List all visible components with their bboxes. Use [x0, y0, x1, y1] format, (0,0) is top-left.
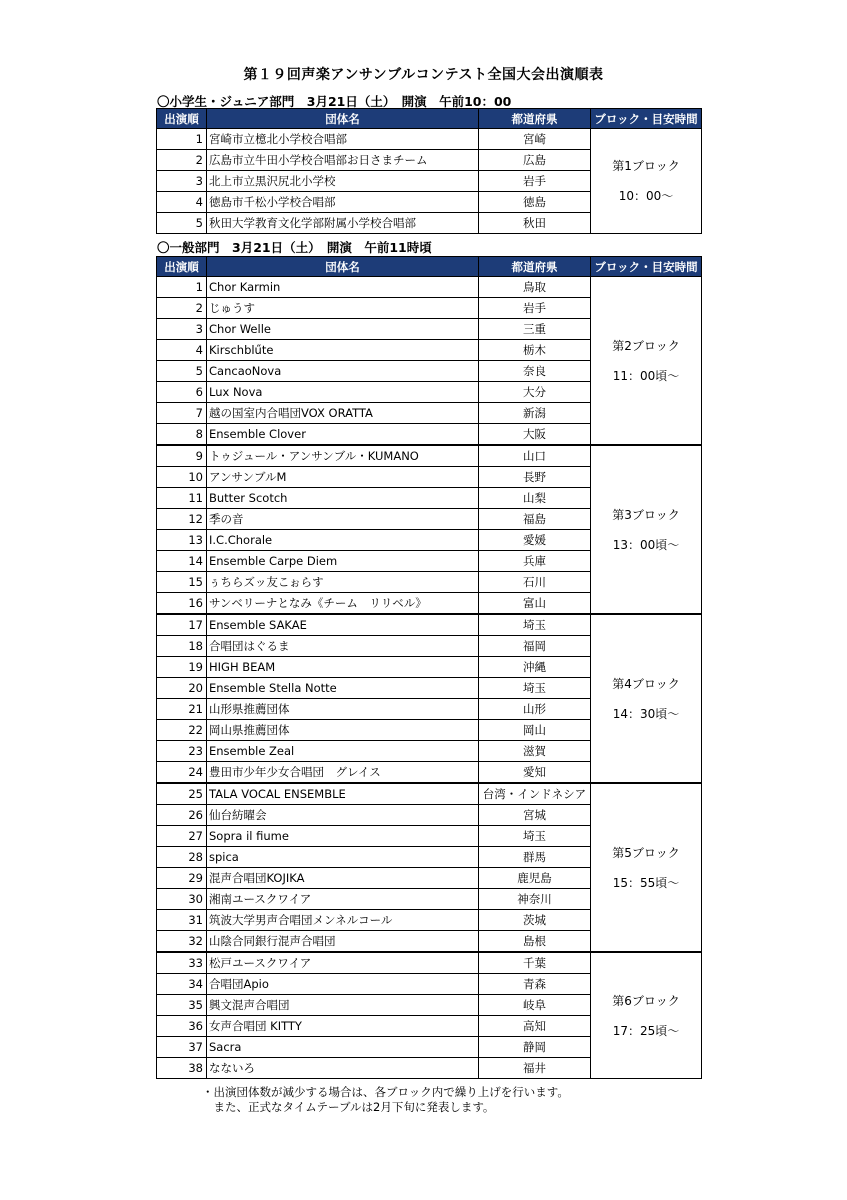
block-label: 第3ブロック	[612, 507, 680, 522]
order-cell: 16	[157, 593, 207, 615]
block-cell	[591, 129, 702, 234]
prefecture-cell: 三重	[479, 319, 591, 340]
prefecture-cell: 福井	[479, 1058, 591, 1079]
prefecture-cell: 滋賀	[479, 741, 591, 762]
block-time: 13：00頃～	[612, 537, 680, 552]
order-cell: 6	[157, 382, 207, 403]
block-time: 14：30頃～	[612, 706, 680, 721]
header-block-time: ブロック・目安時間	[591, 257, 702, 277]
order-cell: 2	[157, 298, 207, 319]
table-row	[157, 783, 702, 805]
order-cell: 33	[157, 952, 207, 974]
prefecture-cell: 山梨	[479, 488, 591, 509]
group-name-cell: 広島市立牛田小学校合唱部お日さまチーム	[207, 150, 479, 171]
order-cell: 38	[157, 1058, 207, 1079]
junior-schedule-table	[156, 108, 702, 234]
group-name-cell: HIGH BEAM	[207, 657, 479, 678]
prefecture-cell: 沖縄	[479, 657, 591, 678]
group-name-cell: Ensemble Carpe Diem	[207, 551, 479, 572]
block-label: 第2ブロック	[612, 338, 680, 353]
group-name-cell: 季の音	[207, 509, 479, 530]
group-name-cell: 仙台紡曜会	[207, 805, 479, 826]
group-name-cell: CancaoNova	[207, 361, 479, 382]
prefecture-cell: 群馬	[479, 847, 591, 868]
header-order: 出演順	[157, 257, 207, 277]
block-label: 第6ブロック	[612, 993, 680, 1008]
block-label: 第5ブロック	[612, 845, 680, 860]
group-name-cell: 合唱団はぐるま	[207, 636, 479, 657]
block-cell	[591, 445, 702, 614]
order-cell: 4	[157, 192, 207, 213]
group-name-cell: 北上市立黒沢尻北小学校	[207, 171, 479, 192]
block-time: 15：55頃～	[612, 875, 680, 890]
header-group-name: 団体名	[207, 257, 479, 277]
table-row	[157, 445, 702, 467]
order-cell: 23	[157, 741, 207, 762]
group-name-cell: Ensemble SAKAE	[207, 614, 479, 636]
prefecture-cell: 鹿児島	[479, 868, 591, 889]
table-row	[157, 614, 702, 636]
prefecture-cell: 埼玉	[479, 678, 591, 699]
prefecture-cell: 台湾・インドネシア	[479, 783, 591, 805]
order-cell: 13	[157, 530, 207, 551]
order-cell: 28	[157, 847, 207, 868]
order-cell: 1	[157, 129, 207, 150]
note-line: ・出演団体数が減少する場合は、各ブロック内で繰り上げを行います。	[202, 1085, 569, 1099]
prefecture-cell: 神奈川	[479, 889, 591, 910]
block-cell	[591, 952, 702, 1079]
header-prefecture: 都道府県	[479, 109, 591, 129]
prefecture-cell: 徳島	[479, 192, 591, 213]
prefecture-cell: 広島	[479, 150, 591, 171]
group-name-cell: Ensemble Stella Notte	[207, 678, 479, 699]
group-name-cell: Ensemble Clover	[207, 424, 479, 446]
order-cell: 8	[157, 424, 207, 446]
prefecture-cell: 岐阜	[479, 995, 591, 1016]
group-name-cell: 宮崎市立檍北小学校合唱部	[207, 129, 479, 150]
group-name-cell: 徳島市千松小学校合唱部	[207, 192, 479, 213]
order-cell: 21	[157, 699, 207, 720]
order-cell: 12	[157, 509, 207, 530]
group-name-cell: 興文混声合唱団	[207, 995, 479, 1016]
prefecture-cell: 岩手	[479, 171, 591, 192]
block-time: 10：00～	[618, 189, 674, 203]
block-cell	[591, 783, 702, 952]
order-cell: 24	[157, 762, 207, 784]
prefecture-cell: 大阪	[479, 424, 591, 446]
order-cell: 20	[157, 678, 207, 699]
block-time: 17：25頃～	[612, 1023, 680, 1038]
header-order: 出演順	[157, 109, 207, 129]
group-name-cell: 筑波大学男声合唱団メンネルコール	[207, 910, 479, 931]
order-cell: 15	[157, 572, 207, 593]
prefecture-cell: 山形	[479, 699, 591, 720]
block-label: 第4ブロック	[612, 676, 680, 691]
prefecture-cell: 鳥取	[479, 277, 591, 298]
group-name-cell: Ensemble Zeal	[207, 741, 479, 762]
order-cell: 9	[157, 445, 207, 467]
group-name-cell: 山陰合同銀行混声合唱団	[207, 931, 479, 953]
order-cell: 3	[157, 319, 207, 340]
prefecture-cell: 愛知	[479, 762, 591, 784]
section-heading-general: 〇一般部門 3月21日（土） 開演 午前11時頃	[157, 240, 432, 255]
prefecture-cell: 宮崎	[479, 129, 591, 150]
group-name-cell: ぅちらズッ友こぉらす	[207, 572, 479, 593]
order-cell: 19	[157, 657, 207, 678]
group-name-cell: 山形県推薦団体	[207, 699, 479, 720]
prefecture-cell: 新潟	[479, 403, 591, 424]
prefecture-cell: 青森	[479, 974, 591, 995]
order-cell: 32	[157, 931, 207, 953]
prefecture-cell: 岡山	[479, 720, 591, 741]
order-cell: 35	[157, 995, 207, 1016]
order-cell: 22	[157, 720, 207, 741]
group-name-cell: Chor Welle	[207, 319, 479, 340]
section-heading-junior: 〇小学生・ジュニア部門 3月21日（土） 開演 午前10：00	[157, 94, 512, 109]
order-cell: 17	[157, 614, 207, 636]
prefecture-cell: 秋田	[479, 213, 591, 234]
group-name-cell: Sacra	[207, 1037, 479, 1058]
group-name-cell: Butter Scotch	[207, 488, 479, 509]
group-name-cell: なないろ	[207, 1058, 479, 1079]
group-name-cell: アンサンブルM	[207, 467, 479, 488]
order-cell: 10	[157, 467, 207, 488]
prefecture-cell: 栃木	[479, 340, 591, 361]
group-name-cell: 岡山県推薦団体	[207, 720, 479, 741]
group-name-cell: 松戸ユースクワイア	[207, 952, 479, 974]
order-cell: 34	[157, 974, 207, 995]
group-name-cell: Kirschblűte	[207, 340, 479, 361]
group-name-cell: 女声合唱団 KITTY	[207, 1016, 479, 1037]
prefecture-cell: 埼玉	[479, 614, 591, 636]
table-header-row	[157, 109, 702, 129]
general-schedule-table	[156, 256, 702, 1079]
group-name-cell: 合唱団Apio	[207, 974, 479, 995]
order-cell: 27	[157, 826, 207, 847]
prefecture-cell: 岩手	[479, 298, 591, 319]
prefecture-cell: 埼玉	[479, 826, 591, 847]
block-cell	[591, 614, 702, 783]
group-name-cell: spica	[207, 847, 479, 868]
order-cell: 5	[157, 213, 207, 234]
order-cell: 11	[157, 488, 207, 509]
header-block-time: ブロック・目安時間	[591, 109, 702, 129]
group-name-cell: Chor Karmin	[207, 277, 479, 298]
order-cell: 4	[157, 340, 207, 361]
order-cell: 2	[157, 150, 207, 171]
group-name-cell: トゥジュール・アンサンブル・KUMANO	[207, 445, 479, 467]
group-name-cell: サンベリーナとなみ《チーム リリベル》	[207, 593, 479, 615]
prefecture-cell: 福岡	[479, 636, 591, 657]
prefecture-cell: 茨城	[479, 910, 591, 931]
block-label: 第1ブロック	[612, 159, 680, 173]
group-name-cell: 豊田市少年少女合唱団 グレイス	[207, 762, 479, 784]
prefecture-cell: 富山	[479, 593, 591, 615]
order-cell: 37	[157, 1037, 207, 1058]
order-cell: 26	[157, 805, 207, 826]
group-name-cell: じゅうす	[207, 298, 479, 319]
order-cell: 7	[157, 403, 207, 424]
group-name-cell: 秋田大学教育文化学部附属小学校合唱部	[207, 213, 479, 234]
page-title: 第１９回声楽アンサンブルコンテスト全国大会出演順表	[243, 67, 604, 83]
block-cell	[591, 277, 702, 446]
order-cell: 5	[157, 361, 207, 382]
group-name-cell: 湘南ユースクワイア	[207, 889, 479, 910]
table-row	[157, 952, 702, 974]
order-cell: 1	[157, 277, 207, 298]
group-name-cell: 越の国室内合唱団VOX ORATTA	[207, 403, 479, 424]
prefecture-cell: 静岡	[479, 1037, 591, 1058]
prefecture-cell: 島根	[479, 931, 591, 953]
order-cell: 29	[157, 868, 207, 889]
order-cell: 14	[157, 551, 207, 572]
prefecture-cell: 山口	[479, 445, 591, 467]
prefecture-cell: 兵庫	[479, 551, 591, 572]
header-prefecture: 都道府県	[479, 257, 591, 277]
table-row	[157, 277, 702, 298]
group-name-cell: Lux Nova	[207, 382, 479, 403]
order-cell: 30	[157, 889, 207, 910]
group-name-cell: 混声合唱団KOJIKA	[207, 868, 479, 889]
group-name-cell: I.C.Chorale	[207, 530, 479, 551]
order-cell: 25	[157, 783, 207, 805]
prefecture-cell: 千葉	[479, 952, 591, 974]
table-row	[157, 129, 702, 150]
order-cell: 3	[157, 171, 207, 192]
prefecture-cell: 福島	[479, 509, 591, 530]
note-line: また、正式なタイムテーブルは2月下旬に発表します。	[202, 1100, 495, 1114]
prefecture-cell: 愛媛	[479, 530, 591, 551]
order-cell: 36	[157, 1016, 207, 1037]
prefecture-cell: 長野	[479, 467, 591, 488]
table-header-row	[157, 257, 702, 277]
prefecture-cell: 高知	[479, 1016, 591, 1037]
order-cell: 18	[157, 636, 207, 657]
order-cell: 31	[157, 910, 207, 931]
group-name-cell: TALA VOCAL ENSEMBLE	[207, 783, 479, 805]
notes	[202, 1085, 569, 1115]
group-name-cell: Sopra il fiume	[207, 826, 479, 847]
prefecture-cell: 宮城	[479, 805, 591, 826]
prefecture-cell: 奈良	[479, 361, 591, 382]
block-time: 11：00頃～	[612, 368, 680, 383]
prefecture-cell: 石川	[479, 572, 591, 593]
prefecture-cell: 大分	[479, 382, 591, 403]
header-group-name: 団体名	[207, 109, 479, 129]
